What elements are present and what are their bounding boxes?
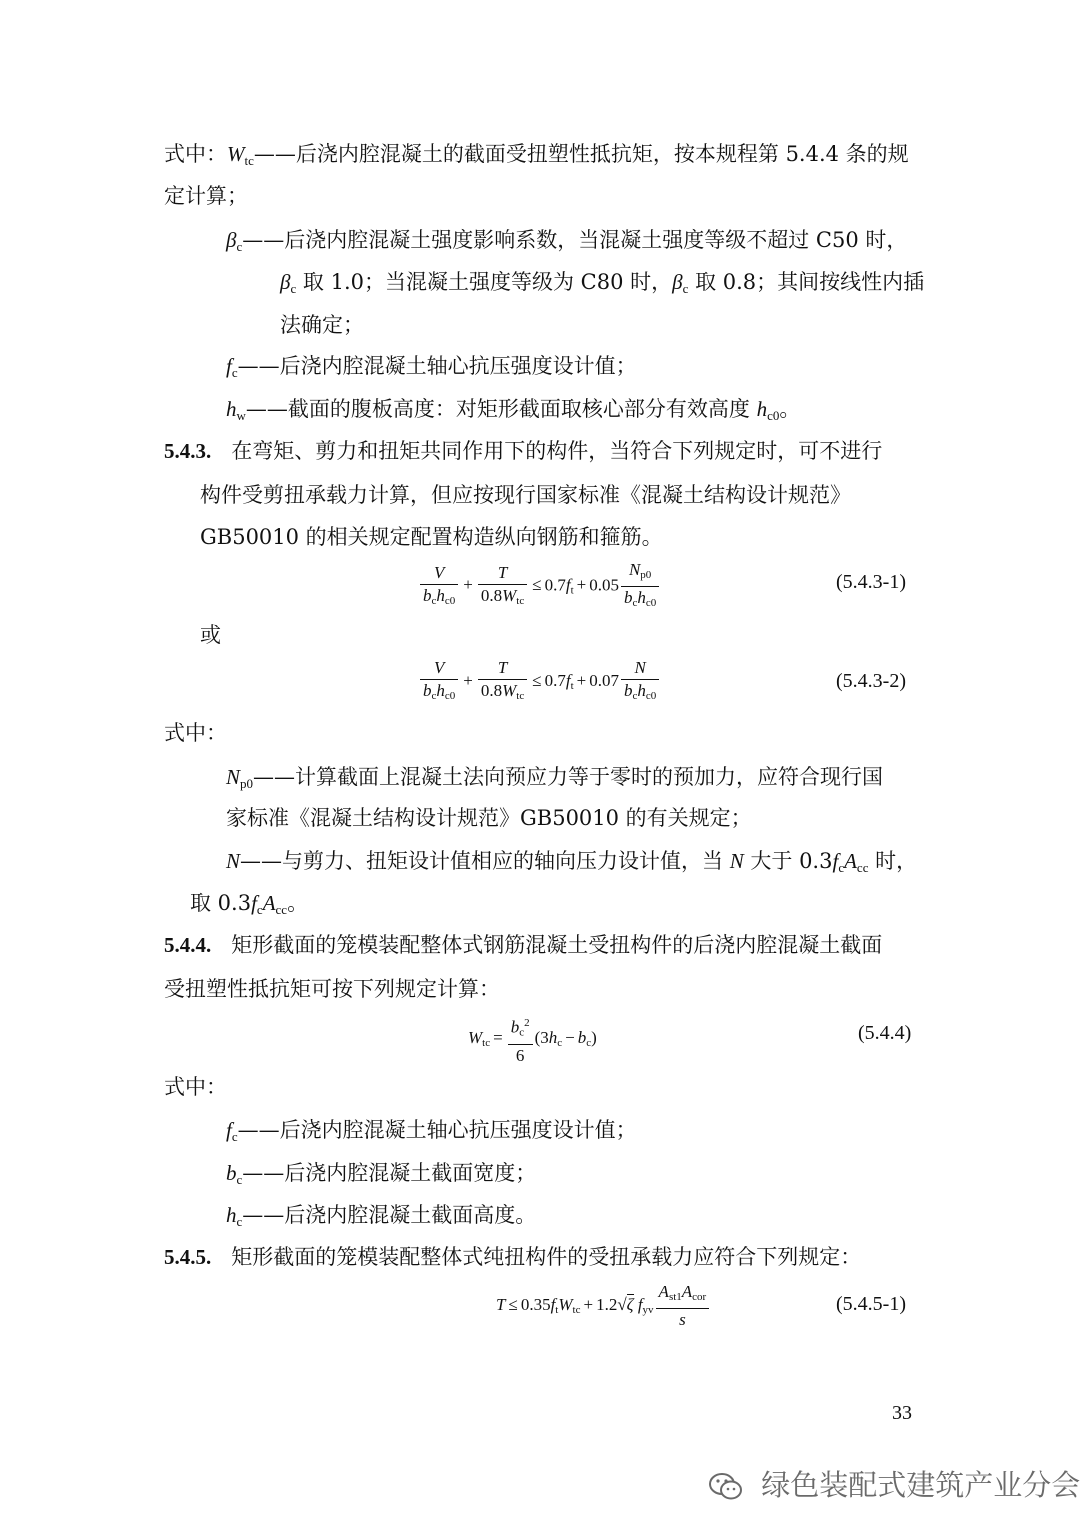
- para-wtc: 式中：$W_{tc}——$后浇内腔混凝土的截面受扭塑性抵抗矩，按本规程第 5.4.4 条的规: [164, 142, 909, 168]
- para-hw: $h_w——$截面的腹板高度：对矩形截面取核心部分有效高度 $h_{c0}$。: [226, 397, 801, 423]
- clause-number: 5.4.4.: [164, 933, 212, 957]
- or-text: 或: [200, 623, 221, 647]
- clause-5-4-5: 5.4.5. 矩形截面的笼模装配整体式纯扭构件的受扭承载力应符合下列规定：: [164, 1245, 862, 1269]
- equation-5-4-4: $W_{tc}$ = $\frac{b_c^2}{6}$ $(3h_c - b_c)$: [468, 1013, 597, 1066]
- para-hc: $h_c——$后浇内腔混凝土截面高度。: [226, 1203, 537, 1229]
- clause-5-4-4-line2: 受扭塑性抵抗矩可按下列规定计算：: [164, 977, 500, 1001]
- watermark: [708, 1463, 1080, 1504]
- equation-number-2: (5.4.3-2): [836, 670, 906, 692]
- where-label: 式中：: [164, 721, 227, 745]
- watermark-text: 绿色装配式建筑产业分会: [761, 1468, 1080, 1502]
- clause-number: 5.4.5.: [164, 1245, 212, 1269]
- equation-number-1: (5.4.3-1): [836, 571, 906, 593]
- clause-5-4-3-line2: 构件受剪扭承载力计算，但应按现行国家标准《混凝土结构设计规范》: [200, 483, 851, 507]
- para-n: N——与剪力、扭矩设计值相应的轴向压力设计值，当 N 大于 $0.3f_cA_{cc}$ 时，: [226, 849, 918, 875]
- equation-5-4-5-1: $T \le 0.35f_tW_{tc} + 1.2√\zeta$ $f_{yv}$ $\frac{A_{st1}A_{cor}}{s}$: [496, 1282, 711, 1330]
- para-n-cont: 取 $0.3f_cA_{cc}$。: [190, 891, 309, 917]
- clause-5-4-3-line3: GB50010 的相关规定配置构造纵向钢筋和箍筋。: [200, 525, 663, 549]
- clause-5-4-4: 5.4.4. 矩形截面的笼模装配整体式钢筋混凝土受扭构件的后浇内腔混凝土截面: [164, 933, 883, 957]
- para-np0-cont: 家标准《混凝土结构设计规范》GB50010 的有关规定；: [226, 806, 752, 830]
- para-bc: $b_c——$后浇内腔混凝土截面宽度；: [226, 1161, 537, 1187]
- equation-5-4-3-2: $\frac{V}{b_ch_{c0}}$ + $\frac{T}{0.8W_{tc}}$ ≤ $0.7f_t + 0.07$ $\frac{N}{b_ch_{c0}}$: [418, 658, 661, 706]
- clause-5-4-3: 5.4.3. 在弯矩、剪力和扭矩共同作用下的构件，当符合下列规定时，可不进行: [164, 439, 883, 463]
- equation-5-4-3-1: $\frac{V}{b_ch_{c0}}$ + $\frac{T}{0.8W_{tc}}$ ≤ $0.7f_t + 0.05$ $\frac{N_{p0}}{b_ch_{c0}}$: [418, 560, 661, 613]
- para-wtc-cont: 定计算；: [164, 184, 248, 208]
- page-number: 33: [892, 1402, 912, 1424]
- equation-number-3: (5.4.4): [858, 1022, 912, 1044]
- para-beta-c: $\beta_c——$后浇内腔混凝土强度影响系数，当混凝土强度等级不超过 C50 时，: [226, 228, 908, 254]
- para-beta-c-cont2: 法确定；: [280, 313, 364, 337]
- para-fc-2: $f_c——$后浇内腔混凝土轴心抗压强度设计值；: [226, 1118, 637, 1144]
- symbol-w: W: [227, 142, 245, 166]
- para-beta-c-cont: $\beta_c$ 取 1.0；当混凝土强度等级为 C80 时，$\beta_c$ 取 0.8；其间按线性内插: [280, 270, 925, 296]
- equation-number-4: (5.4.5-1): [836, 1293, 906, 1315]
- wechat-icon: [708, 1468, 761, 1502]
- para-np0: $N_{p0}——$计算截面上混凝土法向预应力等于零时的预加力，应符合现行国: [226, 765, 884, 791]
- where-label-2: 式中：: [164, 1075, 227, 1099]
- clause-number: 5.4.3.: [164, 439, 212, 463]
- para-fc: $f_c——$后浇内腔混凝土轴心抗压强度设计值；: [226, 354, 637, 380]
